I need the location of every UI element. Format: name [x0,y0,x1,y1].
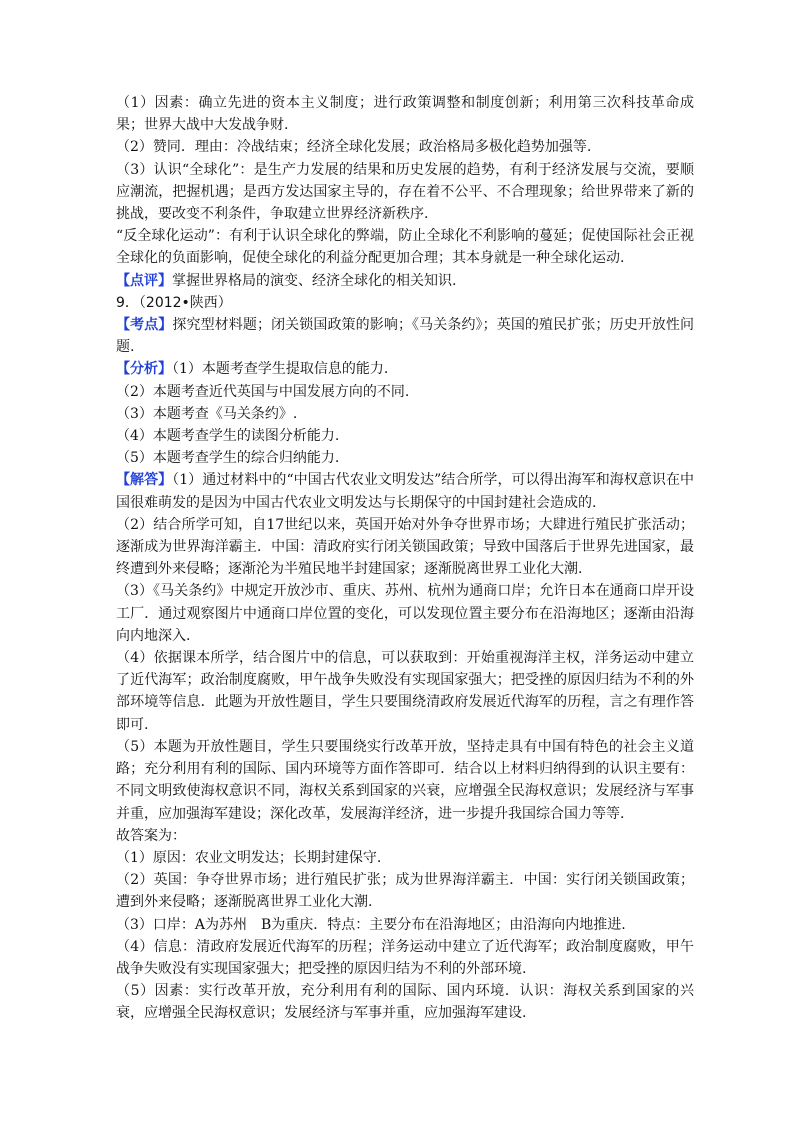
answer-intro: 故答案为： [116,827,186,844]
final-answer-4: （4）信息：清政府发展近代海军的历程；洋务运动中建立了近代海军；政治制度腐败，甲午战争失败没有实现国家强大；把受挫的原因归结为不利的外部环境. [116,938,694,977]
jieda-paragraph [116,469,694,513]
fenxi-line-1: （1）本题考查学生提取信息的能力. [172,361,389,378]
kaodian-text: 探究型材料题；闭关锁国政策的影响；《马关条约》；英国的殖民扩张；历史开放性问题. [116,317,694,356]
review-text: 掌握世界格局的演变、经济全球化的相关知识. [172,272,457,289]
fenxi-line-4: （4）本题考查学生的读图分析能力. [116,428,340,445]
review-tag: 【点评】 [116,272,172,289]
kaodian-tag: 【考点】 [116,317,173,334]
answer-line-2: （2）赞同．理由：冷战结束；经济全球化发展；政治格局多极化趋势加强等. [116,139,592,156]
kaodian-paragraph [116,314,694,358]
jieda-tag: 【解答】 [116,472,173,489]
review-paragraph [116,270,694,292]
fenxi-line-5: （5）本题考查学生的综合归纳能力. [116,450,340,467]
fenxi-paragraph [116,358,694,380]
fenxi-line-3: （3）本题考查《马关条约》. [116,405,298,422]
document-page [116,92,694,1025]
jieda-line-4: （4）依据课本所学，结合图片中的信息，可以获取到：开始重视海洋主权，洋务运动中建立了近代海军；政治制度腐败，甲午战争失败没有实现国家强大；把受挫的原因归结为不利的外部环境等信息．此题为开放性题目，学生只要围绕清政府发展近代海军的历程，言之有理作答即可. [116,650,694,733]
anti-globalization-paragraph: “反全球化运动”：有利于认识全球化的弊端，防止全球化不利影响的蔓延；促使国际社会正视全球化的负面影响，促使全球化的利益分配更加合理；其本身就是一种全球化运动. [116,228,694,267]
answer-line-1: （1）因素：确立先进的资本主义制度；进行政策调整和制度创新；利用第三次科技革命成果；世界大战中大发战争财. [116,95,694,134]
final-answer-2: （2）英国：争夺世界市场；进行殖民扩张；成为世界海洋霸主．中国：实行闭关锁国政策；遭到外来侵略；逐渐脱离世界工业化大潮. [116,872,694,911]
final-answer-5: （5）因素：实行改革开放，充分利用有利的国际、国内环境．认识：海权关系到国家的兴衰，应增强全民海权意识；发展经济与军事并重，应加强海军建设. [116,983,694,1022]
fenxi-tag: 【分析】 [116,361,172,378]
fenxi-line-2: （2）本题考查近代英国与中国发展方向的不同. [116,383,410,400]
jieda-line-1: （1）通过材料中的“中国古代农业文明发达”结合所学，可以得出海军和海权意识在中国很难萌发的是因为中国古代农业文明发达与长期保守的中国封建社会造成的. [116,472,694,511]
jieda-line-2: （2）结合所学可知，自17世纪以来，英国开始对外争夺世界市场；大肆进行殖民扩张活动；逐渐成为世界海洋霸主．中国：清政府实行闭关锁国政策；导致中国落后于世界先进国家，最终遭到外来侵略；逐渐沦为半殖民地半封建国家；逐渐脱离世界工业化大潮. [116,516,694,578]
final-answer-1: （1）原因：农业文明发达；长期封建保守. [116,849,382,866]
answer-line-3: （3）认识“全球化”：是生产力发展的结果和历史发展的趋势，有利于经济发展与交流，要顺应潮流，把握机遇；是西方发达国家主导的，存在着不公平、不合理现象；给世界带来了新的挑战，要改变不利条件，争取建立世界经济新秩序. [116,161,694,223]
jieda-line-5: （5）本题为开放性题目，学生只要围绕实行改革开放，坚持走具有中国有特色的社会主义道路；充分利用有利的国际、国内环境等方面作答即可．结合以上材料归纳得到的认识主要有：不同文明致使海权意识不同，海权关系到国家的兴衰，应增强全民海权意识；发展经济与军事并重，应加强海军建设；深化改革，发展海洋经济，进一步提升我国综合国力等等. [116,738,694,822]
jieda-line-3: （3）《马关条约》中规定开放沙市、重庆、苏州、杭州为通商口岸；允许日本在通商口岸开设工厂．通过观察图片中通商口岸位置的变化，可以发现位置主要分布在沿海地区；逐渐由沿海向内地深入. [116,583,694,644]
final-answer-3: （3）口岸：A为苏州 B为重庆．特点：主要分布在沿海地区；由沿海向内地推进. [116,916,626,933]
question-9-header: 9．（2012•陕西） [116,294,232,311]
